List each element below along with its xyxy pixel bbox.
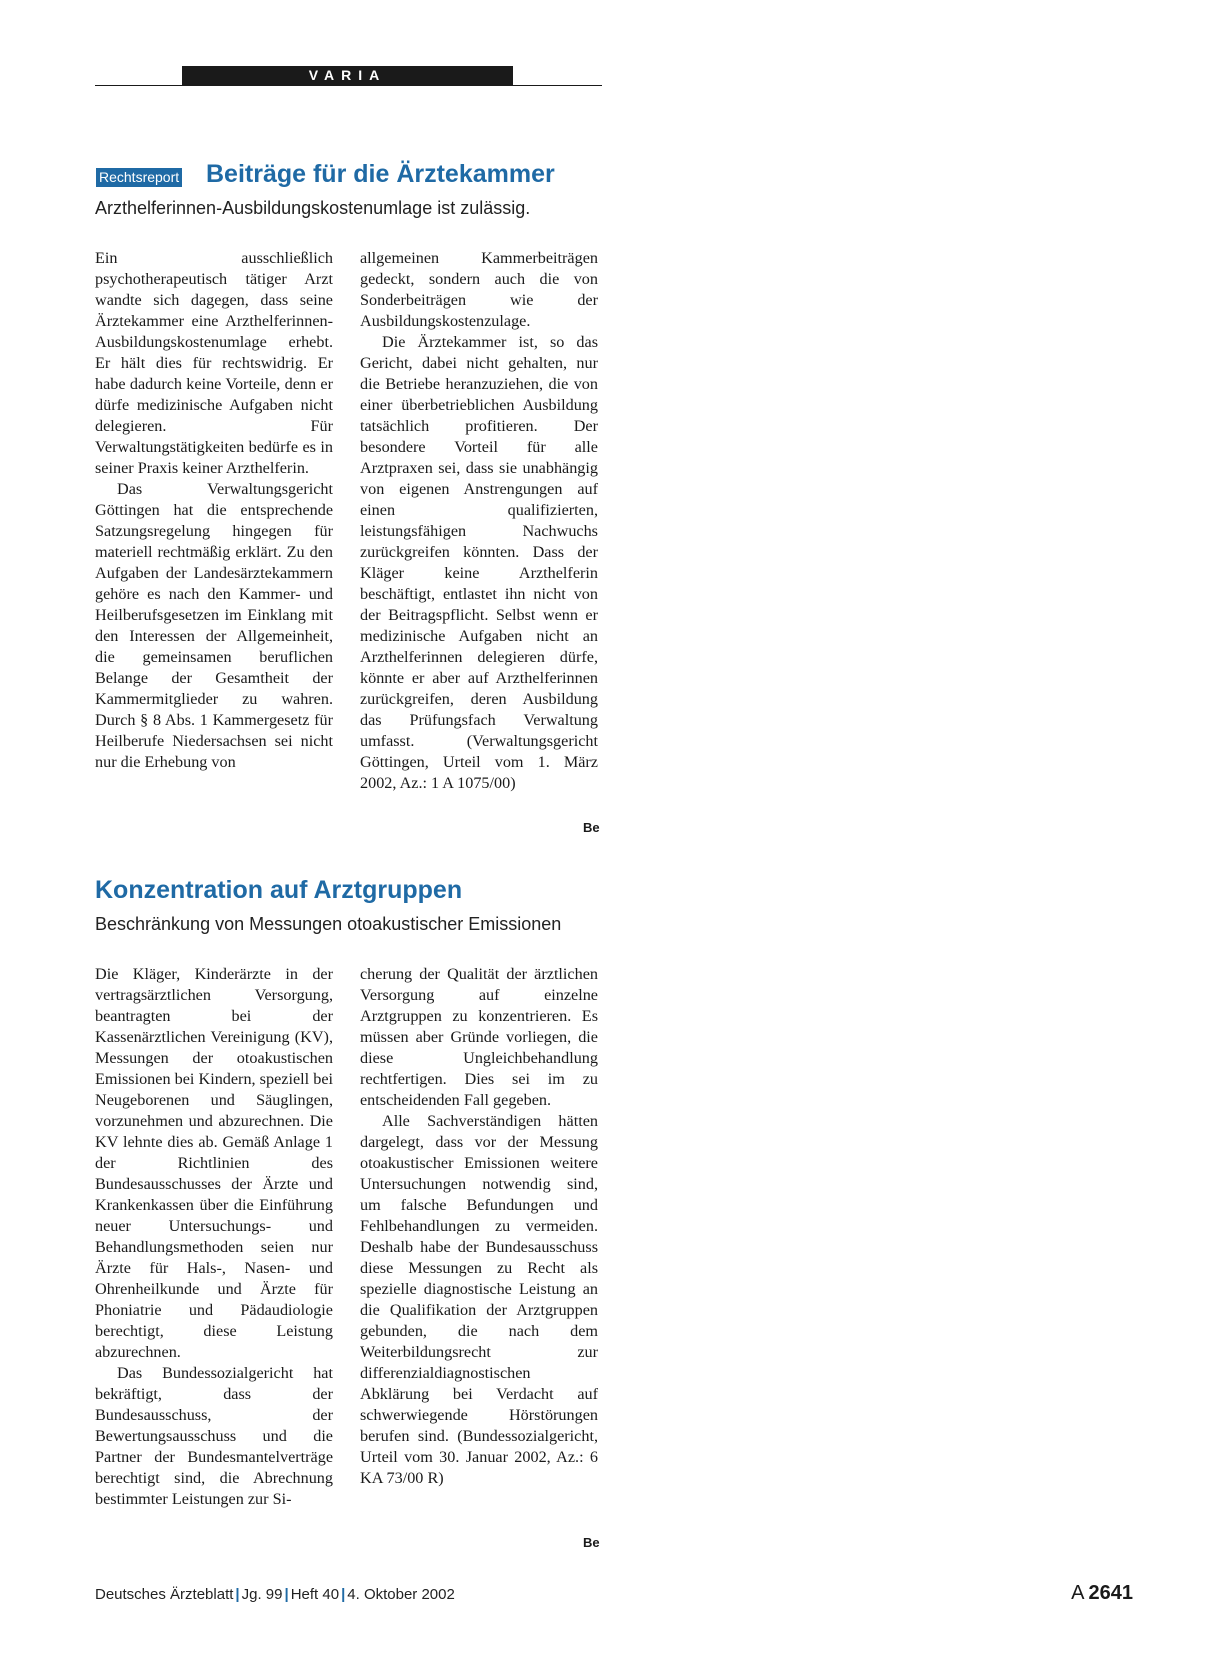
separator: |: [235, 1586, 240, 1603]
article-2-subtitle: Beschränkung von Messungen otoakustischer Emissionen: [95, 914, 562, 934]
author-signature: Be: [583, 820, 600, 835]
separator: |: [284, 1586, 289, 1603]
paragraph: cherung der Qualität der ärztlichen Versorgung auf einzelne Arztgruppen zu konzentrieren. Es müssen aber Gründe vorliegen, die diese Ungleichbehandlung rechtfertigen. Dies sei im zu entscheidenden Fall gegeben.: [360, 965, 598, 1109]
paragraph: Die Ärztekammer ist, so das Gericht, dabei nicht gehalten, nur die Betriebe heranzuziehen, die von einer überbetrieblichen Ausbildung tatsächlich profitieren. Der besondere Vorteil für alle Arztpraxen sei, dass sie unabhängig von eigenen Anstrengungen auf einen qualifizierten, leistungsfähigen Nachwuchs zurückgreifen könnten. Dass der Kläger keine Arzthelferin beschäftigt, entlastet ihn nicht von der Beitragspflicht. Selbst wenn er medizinische Aufgaben nicht an Arzthelferinnen delegieren dürfe, könnte er aber auf Arzthelferinnen zurückgreifen, deren Ausbildung das Prüfungsfach Verwaltung umfasst. (Verwaltungsgericht Göttingen, Urteil vom 1. März 2002, Az.: 1 A 1075/00): [360, 333, 598, 792]
separator: |: [341, 1586, 346, 1603]
article-2-column-1: [95, 964, 333, 1510]
header-rule: [95, 85, 602, 86]
article-1-subtitle: Arzthelferinnen-Ausbildungskostenumlage ist zulässig.: [95, 198, 531, 218]
paragraph: Ein ausschließlich psychotherapeutisch tätiger Arzt wandte sich dagegen, dass seine Ärztekammer eine Arzthelferinnen-Ausbildungskostenumlage erhebt. Er hält dies für rechtswidrig. Er habe dadurch keine Vorteile, denn er dürfe medizinische Aufgaben nicht delegieren. Für Verwaltungstätigkeiten bedürfe es in seiner Praxis keiner Arzthelferin.: [95, 249, 333, 477]
paragraph: Das Bundessozialgericht hat bekräftigt, dass der Bundesausschuss, der Bewertungsausschuss und die Partner der Bundesmantelverträge berechtigt sind, die Abrechnung bestimmter Leistungen zur Si-: [95, 1364, 333, 1508]
issue-date: 4. Oktober 2002: [347, 1586, 455, 1603]
article-1-column-1: [95, 248, 333, 773]
author-signature: Be: [583, 1535, 600, 1550]
paragraph: allgemeinen Kammerbeiträgen gedeckt, sondern auch die von Sonderbeiträgen wie der Ausbildungskostenzulage.: [360, 249, 598, 330]
article-1-column-2: [360, 248, 598, 794]
rubric-tag: Rechtsreport: [96, 168, 182, 187]
journal-issue: Heft 40: [290, 1586, 340, 1603]
page-number: [1071, 1581, 1133, 1605]
paragraph: Das Verwaltungsgericht Göttingen hat die entsprechende Satzungsregelung hingegen für materiell rechtmäßig erklärt. Zu den Aufgaben der Landesärztekammern gehöre es nach den Kammer- und Heilberufsgesetzen im Einklang mit den Interessen der Allgemeinheit, die gemeinsamen beruflichen Belange der Gesamtheit der Kammermitglieder zu wahren. Durch § 8 Abs. 1 Kammergesetz für Heilberufe Niedersachsen sei nicht nur die Erhebung von: [95, 480, 333, 771]
article-2-column-2: [360, 964, 598, 1489]
article-2-title: Konzentration auf Arztgruppen: [95, 876, 463, 904]
paragraph: Alle Sachverständigen hätten dargelegt, dass vor der Messung otoakustischer Emissionen weitere Untersuchungen notwendig sind, um falsche Befundungen und Fehlbehandlungen zu vermeiden. Deshalb habe der Bundesausschuss diese Messungen zu Recht als spezielle diagnostische Leistung an die Qualifikation der Arztgruppen gebunden, die nach dem Weiterbildungsrecht zur differenzialdiagnostischen Abklärung bei Verdacht auf schwerwiegende Hörstörungen berufen sind. (Bundessozialgericht, Urteil vom 30. Januar 2002, Az.: 6 KA 73/00 R): [360, 1112, 598, 1487]
section-label: VARIA: [182, 66, 513, 85]
page-prefix: A: [1071, 1582, 1085, 1604]
page-footer: [95, 1585, 455, 1605]
page-number-value: 2641: [1088, 1582, 1133, 1604]
paragraph: Die Kläger, Kinderärzte in der vertragsärztlichen Versorgung, beantragten bei der Kassenärztlichen Vereinigung (KV), Messungen der otoakustischen Emissionen bei Kindern, speziell bei Neugeborenen und Säuglingen, vorzunehmen und abzurechnen. Die KV lehnte dies ab. Gemäß Anlage 1 der Richtlinien des Bundesausschusses der Ärzte und Krankenkassen über die Einführung neuer Untersuchungs- und Behandlungsmethoden seien nur Ärzte für Hals-, Nasen- und Ohrenheilkunde und Ärzte für Phoniatrie und Pädaudiologie berechtigt, diese Leistung abzurechnen.: [95, 965, 333, 1361]
journal-name: Deutsches Ärzteblatt: [95, 1586, 234, 1603]
article-1-title: Beiträge für die Ärztekammer: [206, 160, 555, 188]
journal-volume: Jg. 99: [241, 1586, 283, 1603]
